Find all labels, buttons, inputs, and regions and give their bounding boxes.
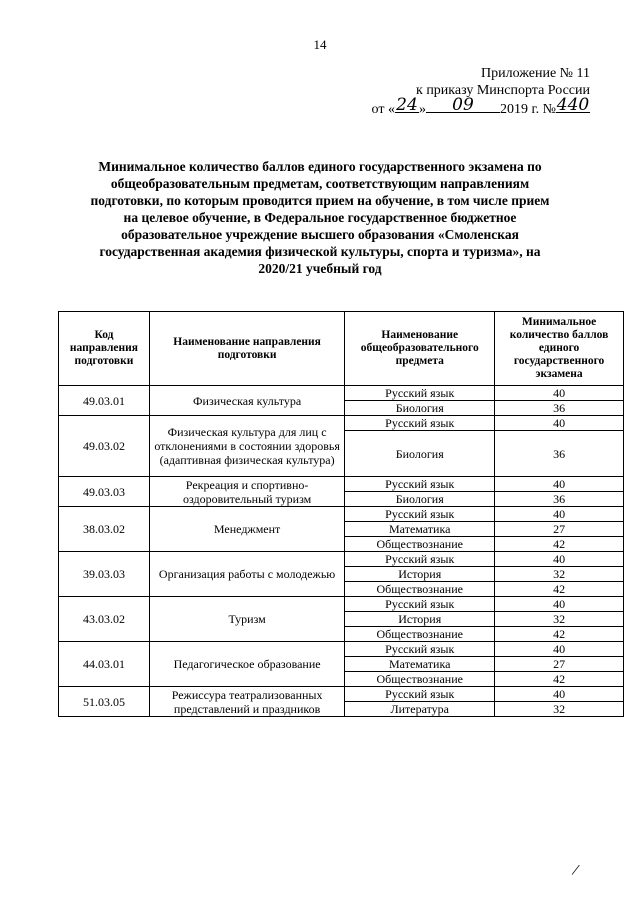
appendix-title: Приложение № 11	[481, 66, 590, 81]
direction-code: 39.03.03	[59, 552, 150, 597]
direction-name: Менеджмент	[149, 507, 344, 552]
direction-name: Организация работы с молодежью	[149, 552, 344, 597]
subject-name: Русский язык	[345, 507, 495, 522]
min-score: 42	[495, 582, 624, 597]
direction-name: Физическая культура для лиц с отклонениями в состоянии здоровья (адаптивная физическая культура)	[149, 416, 344, 477]
subject-name: Обществознание	[345, 672, 495, 687]
header-subject: Наименование общеобразовательного предмета	[345, 312, 495, 386]
direction-name: Рекреация и спортивно-оздоровительный туризм	[149, 477, 344, 507]
table-row	[59, 386, 624, 401]
min-score: 27	[495, 522, 624, 537]
direction-code: 38.03.02	[59, 507, 150, 552]
min-score: 42	[495, 672, 624, 687]
subject-name: Русский язык	[345, 597, 495, 612]
direction-code: 51.03.05	[59, 687, 150, 717]
table-header-row	[59, 312, 624, 386]
header-min-score: Минимальное количество баллов единого государственного экзамена	[495, 312, 624, 386]
min-score: 40	[495, 552, 624, 567]
subject-name: Русский язык	[345, 477, 495, 492]
subject-name: Математика	[345, 522, 495, 537]
order-number-handwritten: 440	[556, 95, 590, 115]
direction-code: 49.03.02	[59, 416, 150, 477]
min-score: 40	[495, 687, 624, 702]
table-row	[59, 642, 624, 657]
table-row	[59, 416, 624, 431]
subject-name: Русский язык	[345, 642, 495, 657]
table-body	[59, 386, 624, 717]
min-score: 42	[495, 627, 624, 642]
subject-name: Русский язык	[345, 552, 495, 567]
subject-name: Биология	[345, 431, 495, 477]
day-handwritten: 24	[396, 95, 418, 115]
subject-name: Биология	[345, 492, 495, 507]
min-score: 32	[495, 567, 624, 582]
date-year: 2019 г. №	[499, 102, 556, 117]
header-code: Код направления подготовки	[59, 312, 150, 386]
subject-name: Литература	[345, 702, 495, 717]
direction-name: Физическая культура	[149, 386, 344, 416]
date-mid: »	[418, 102, 426, 117]
table-row	[59, 687, 624, 702]
min-score: 27	[495, 657, 624, 672]
table-row	[59, 507, 624, 522]
subject-name: Русский язык	[345, 386, 495, 401]
min-score: 40	[495, 477, 624, 492]
appendix-date-line	[360, 95, 590, 118]
document-title: Минимальное количество баллов единого государственного экзамена по общеобразовательным предметам, соответствующим направлениям подготовки, по которым проводится прием на обучение, в том числе прием на целевое обучение, в Федеральное государственное бюджетное образовательное учреждение высшего образования «Смоленская государственная академия физической культуры, спорта и туризма», на 2020/21 учебный год	[90, 159, 550, 276]
direction-code: 44.03.01	[59, 642, 150, 687]
direction-name: Педагогическое образование	[149, 642, 344, 687]
subject-name: Биология	[345, 401, 495, 416]
table-row	[59, 597, 624, 612]
appendix-block	[360, 65, 590, 118]
direction-name: Режиссура театрализованных представлений и праздников	[149, 687, 344, 717]
table-row	[59, 552, 624, 567]
direction-code: 43.03.02	[59, 597, 150, 642]
min-score: 40	[495, 642, 624, 657]
min-score: 36	[495, 431, 624, 477]
min-score: 32	[495, 612, 624, 627]
month-field	[426, 95, 500, 115]
subject-name: Русский язык	[345, 416, 495, 431]
direction-code: 49.03.03	[59, 477, 150, 507]
min-score: 32	[495, 702, 624, 717]
subject-name: Математика	[345, 657, 495, 672]
min-score: 36	[495, 401, 624, 416]
direction-name: Туризм	[149, 597, 344, 642]
appendix-order: к приказу Минспорта России	[416, 83, 590, 98]
date-prefix: от «	[371, 102, 395, 117]
subject-name: Обществознание	[345, 582, 495, 597]
table-row	[59, 477, 624, 492]
min-score: 40	[495, 386, 624, 401]
day-field	[395, 95, 419, 115]
pen-mark: /	[571, 861, 579, 880]
scores-table	[58, 311, 624, 717]
header-direction: Наименование направления подготовки	[149, 312, 344, 386]
min-score: 40	[495, 507, 624, 522]
number-field	[556, 95, 590, 115]
subject-name: История	[345, 567, 495, 582]
subject-name: Обществознание	[345, 537, 495, 552]
page-number: 14	[313, 37, 327, 52]
min-score: 36	[495, 492, 624, 507]
month-handwritten: 09	[452, 95, 474, 115]
min-score: 42	[495, 537, 624, 552]
min-score: 40	[495, 416, 624, 431]
subject-name: История	[345, 612, 495, 627]
subject-name: Русский язык	[345, 687, 495, 702]
subject-name: Обществознание	[345, 627, 495, 642]
direction-code: 49.03.01	[59, 386, 150, 416]
min-score: 40	[495, 597, 624, 612]
